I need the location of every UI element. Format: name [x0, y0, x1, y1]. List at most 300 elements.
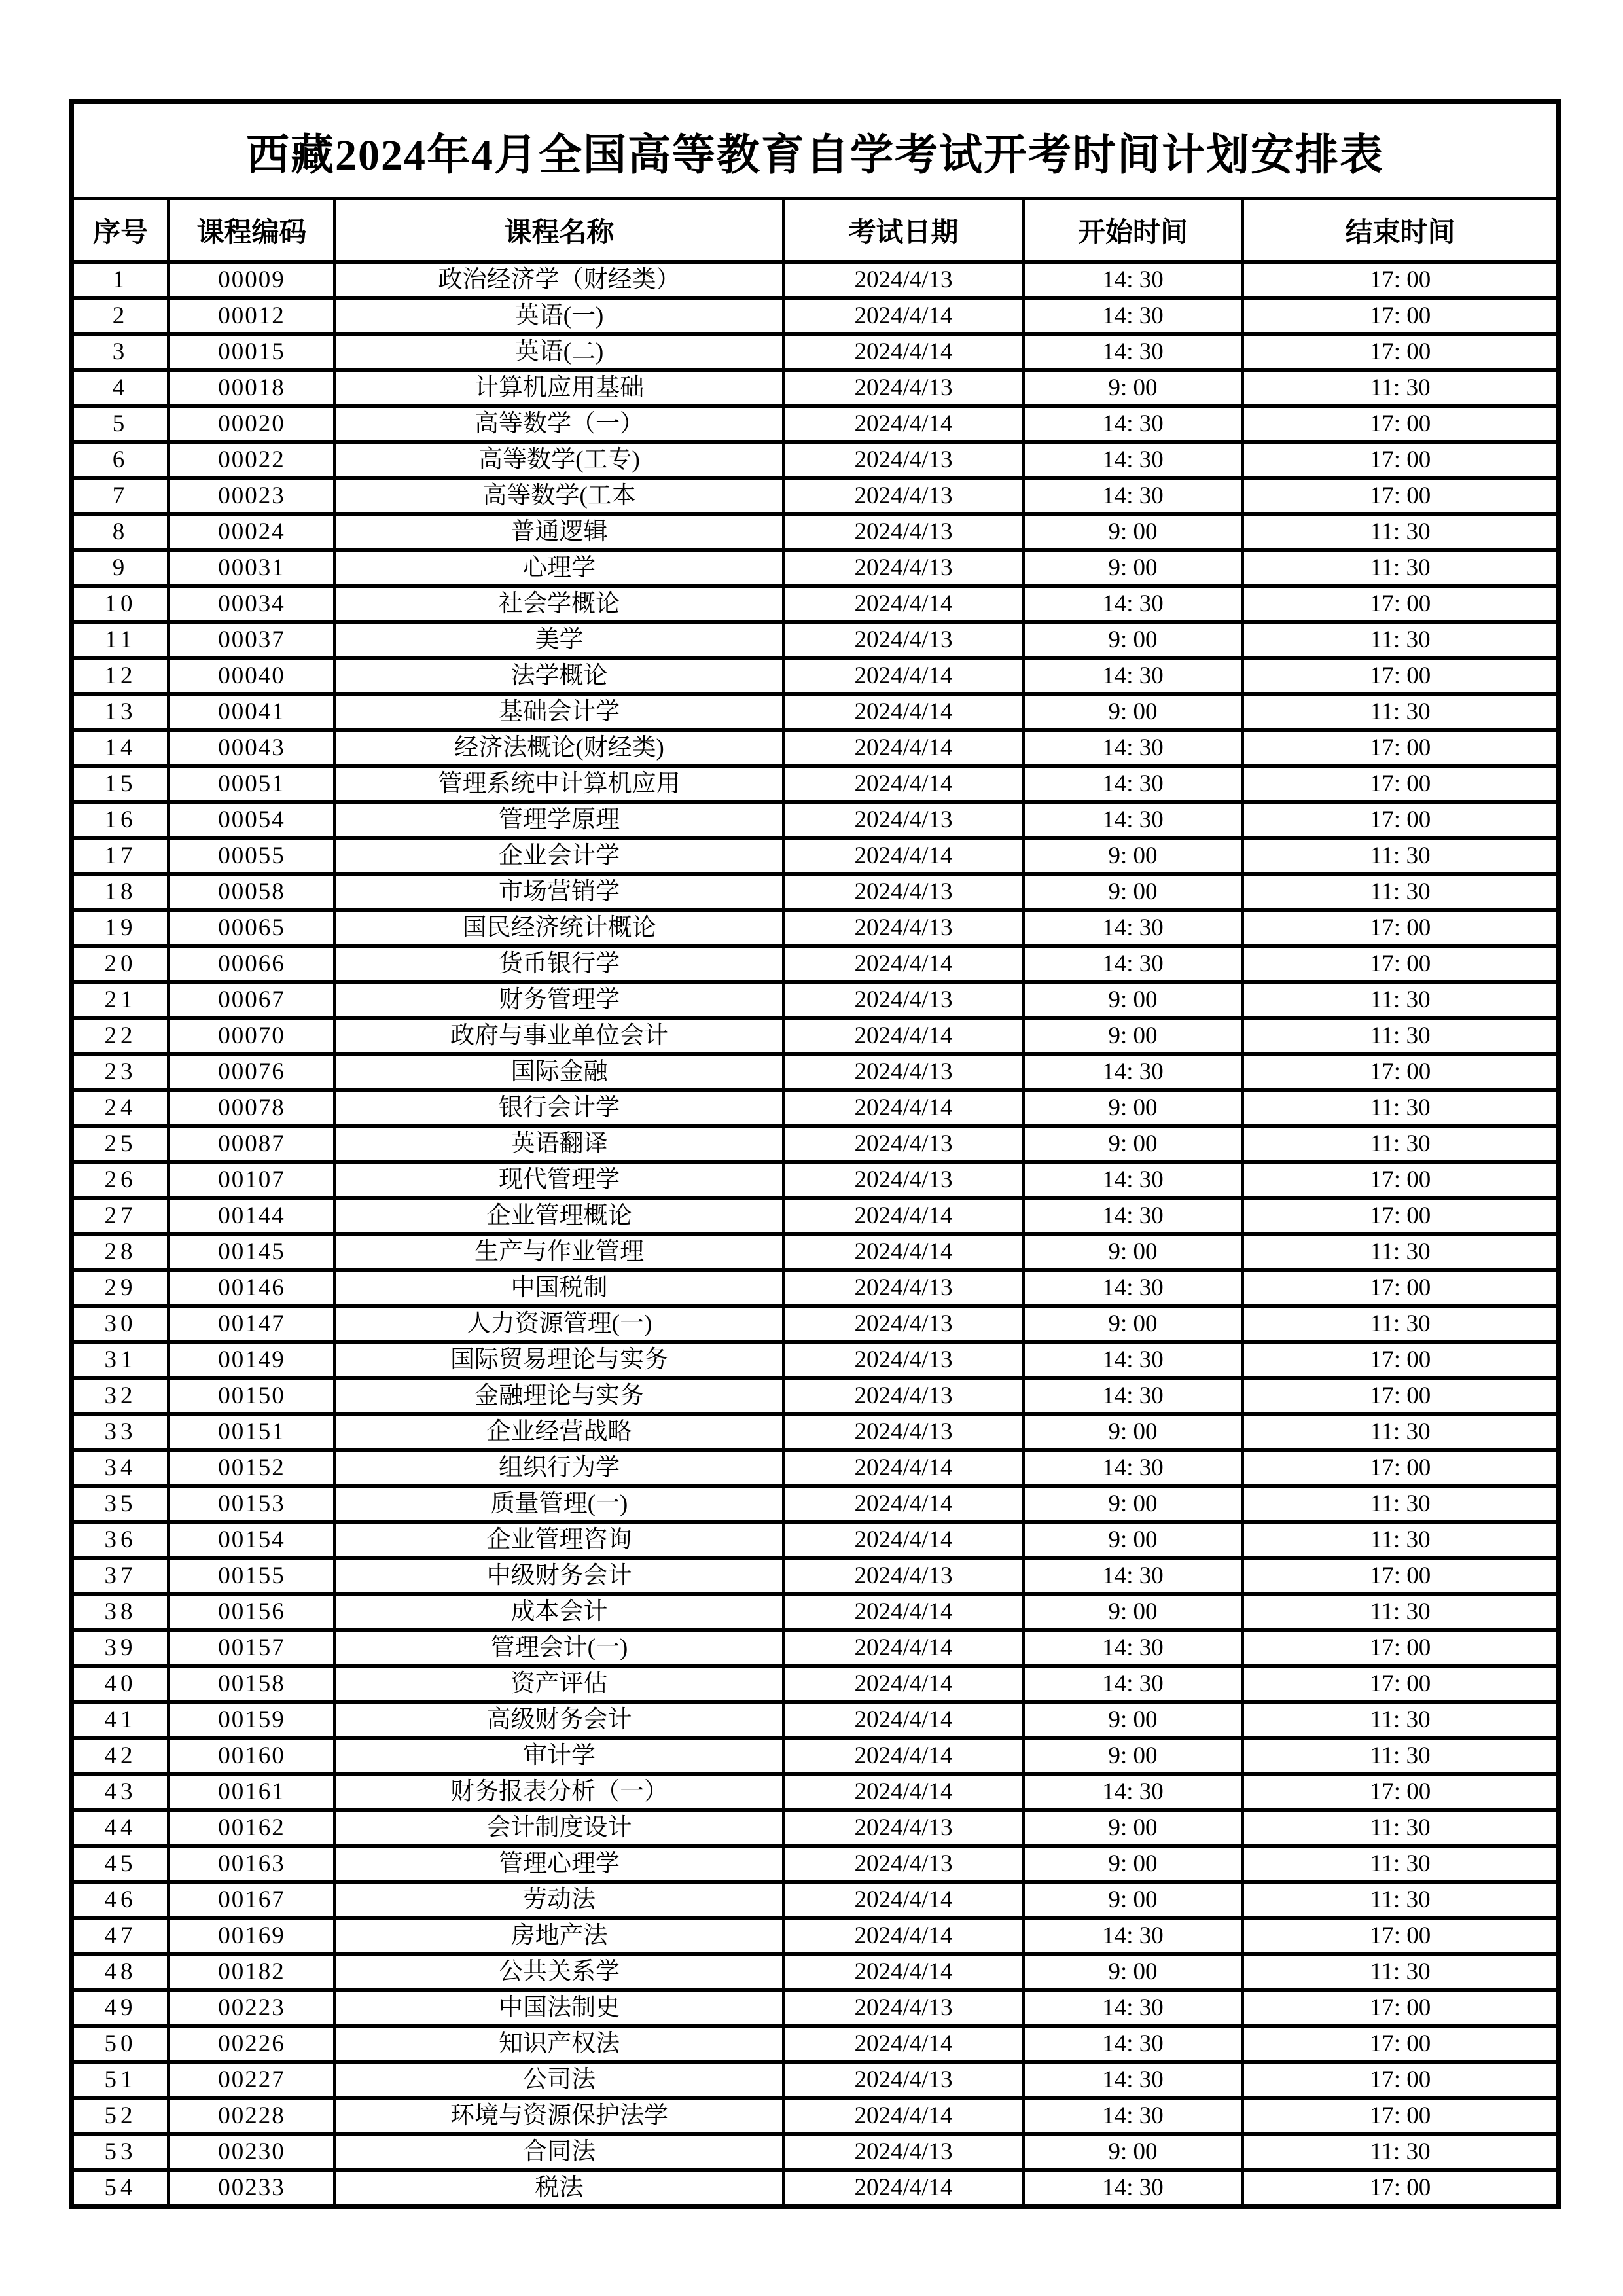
cell-exam-date: 2024/4/14: [784, 334, 1024, 370]
cell-course-name: 英语翻译: [335, 1126, 784, 1162]
cell-end-time: 17: 00: [1243, 442, 1559, 478]
column-header-date: 考试日期: [784, 199, 1024, 262]
cell-exam-date: 2024/4/13: [784, 370, 1024, 406]
cell-serial: 37: [72, 1558, 169, 1594]
table-row: [72, 1414, 1559, 1450]
cell-start-time: 14: 30: [1024, 334, 1243, 370]
cell-course-code: 00160: [169, 1738, 335, 1774]
cell-serial: 48: [72, 1954, 169, 1990]
cell-serial: 13: [72, 694, 169, 730]
cell-serial: 16: [72, 802, 169, 838]
cell-course-code: 00058: [169, 874, 335, 910]
cell-course-code: 00147: [169, 1306, 335, 1342]
cell-exam-date: 2024/4/14: [784, 1594, 1024, 1630]
cell-serial: 11: [72, 622, 169, 658]
table-row: [72, 2134, 1559, 2170]
cell-course-name: 市场营销学: [335, 874, 784, 910]
cell-end-time: 11: 30: [1243, 982, 1559, 1018]
cell-serial: 45: [72, 1846, 169, 1882]
cell-start-time: 14: 30: [1024, 802, 1243, 838]
cell-exam-date: 2024/4/14: [784, 694, 1024, 730]
cell-course-name: 政府与事业单位会计: [335, 1018, 784, 1054]
table-row: [72, 1558, 1559, 1594]
cell-course-code: 00078: [169, 1090, 335, 1126]
cell-course-code: 00034: [169, 586, 335, 622]
cell-serial: 43: [72, 1774, 169, 1810]
cell-course-name: 劳动法: [335, 1882, 784, 1918]
cell-end-time: 11: 30: [1243, 1882, 1559, 1918]
cell-serial: 26: [72, 1162, 169, 1198]
table-row: [72, 910, 1559, 946]
cell-course-name: 管理学原理: [335, 802, 784, 838]
cell-course-code: 00107: [169, 1162, 335, 1198]
cell-exam-date: 2024/4/14: [784, 1774, 1024, 1810]
table-row: [72, 1234, 1559, 1270]
cell-serial: 24: [72, 1090, 169, 1126]
cell-serial: 31: [72, 1342, 169, 1378]
cell-course-name: 普通逻辑: [335, 514, 784, 550]
cell-serial: 50: [72, 2026, 169, 2062]
cell-end-time: 17: 00: [1243, 1558, 1559, 1594]
cell-course-name: 企业管理概论: [335, 1198, 784, 1234]
cell-course-name: 心理学: [335, 550, 784, 586]
cell-course-code: 00151: [169, 1414, 335, 1450]
cell-end-time: 17: 00: [1243, 334, 1559, 370]
cell-start-time: 14: 30: [1024, 2026, 1243, 2062]
cell-course-name: 公司法: [335, 2062, 784, 2098]
cell-serial: 44: [72, 1810, 169, 1846]
table-row: [72, 1126, 1559, 1162]
cell-exam-date: 2024/4/14: [784, 1450, 1024, 1486]
cell-end-time: 11: 30: [1243, 1522, 1559, 1558]
table-row: [72, 982, 1559, 1018]
cell-serial: 52: [72, 2098, 169, 2134]
cell-course-code: 00169: [169, 1918, 335, 1954]
cell-exam-date: 2024/4/14: [784, 946, 1024, 982]
cell-course-name: 组织行为学: [335, 1450, 784, 1486]
cell-course-code: 00023: [169, 478, 335, 514]
cell-start-time: 14: 30: [1024, 2170, 1243, 2207]
cell-end-time: 11: 30: [1243, 1846, 1559, 1882]
cell-exam-date: 2024/4/13: [784, 478, 1024, 514]
cell-exam-date: 2024/4/13: [784, 2062, 1024, 2098]
column-header-name: 课程名称: [335, 199, 784, 262]
cell-course-name: 货币银行学: [335, 946, 784, 982]
cell-end-time: 17: 00: [1243, 1162, 1559, 1198]
cell-course-code: 00158: [169, 1666, 335, 1702]
table-row: [72, 1630, 1559, 1666]
cell-course-name: 经济法概论(财经类): [335, 730, 784, 766]
cell-start-time: 9: 00: [1024, 838, 1243, 874]
cell-course-name: 高等数学（一）: [335, 406, 784, 442]
cell-end-time: 11: 30: [1243, 1090, 1559, 1126]
cell-start-time: 9: 00: [1024, 1234, 1243, 1270]
cell-course-name: 企业管理咨询: [335, 1522, 784, 1558]
cell-course-name: 环境与资源保护法学: [335, 2098, 784, 2134]
table-row: [72, 478, 1559, 514]
cell-serial: 27: [72, 1198, 169, 1234]
table-row: [72, 1198, 1559, 1234]
cell-course-code: 00012: [169, 298, 335, 334]
cell-serial: 47: [72, 1918, 169, 1954]
cell-course-code: 00070: [169, 1018, 335, 1054]
cell-end-time: 17: 00: [1243, 2026, 1559, 2062]
table-row: [72, 550, 1559, 586]
cell-course-code: 00226: [169, 2026, 335, 2062]
table-row: [72, 2026, 1559, 2062]
cell-course-code: 00018: [169, 370, 335, 406]
cell-serial: 1: [72, 262, 169, 298]
cell-end-time: 11: 30: [1243, 1234, 1559, 1270]
cell-start-time: 9: 00: [1024, 1846, 1243, 1882]
cell-exam-date: 2024/4/14: [784, 1486, 1024, 1522]
cell-exam-date: 2024/4/13: [784, 802, 1024, 838]
cell-course-name: 英语(一): [335, 298, 784, 334]
cell-end-time: 11: 30: [1243, 1414, 1559, 1450]
cell-exam-date: 2024/4/14: [784, 730, 1024, 766]
cell-start-time: 9: 00: [1024, 622, 1243, 658]
cell-start-time: 14: 30: [1024, 478, 1243, 514]
cell-end-time: 11: 30: [1243, 874, 1559, 910]
cell-end-time: 17: 00: [1243, 1378, 1559, 1414]
cell-serial: 8: [72, 514, 169, 550]
cell-exam-date: 2024/4/13: [784, 442, 1024, 478]
cell-end-time: 11: 30: [1243, 1702, 1559, 1738]
cell-course-code: 00163: [169, 1846, 335, 1882]
cell-start-time: 14: 30: [1024, 1990, 1243, 2026]
cell-end-time: 11: 30: [1243, 1486, 1559, 1522]
cell-course-name: 中国法制史: [335, 1990, 784, 2026]
cell-start-time: 14: 30: [1024, 1378, 1243, 1414]
cell-serial: 5: [72, 406, 169, 442]
cell-serial: 23: [72, 1054, 169, 1090]
cell-course-name: 管理系统中计算机应用: [335, 766, 784, 802]
cell-start-time: 14: 30: [1024, 2098, 1243, 2134]
cell-serial: 21: [72, 982, 169, 1018]
cell-course-code: 00043: [169, 730, 335, 766]
cell-start-time: 9: 00: [1024, 1414, 1243, 1450]
cell-course-code: 00162: [169, 1810, 335, 1846]
cell-exam-date: 2024/4/13: [784, 1846, 1024, 1882]
table-row: [72, 1846, 1559, 1882]
cell-exam-date: 2024/4/13: [784, 1414, 1024, 1450]
cell-exam-date: 2024/4/13: [784, 1162, 1024, 1198]
cell-serial: 38: [72, 1594, 169, 1630]
cell-course-code: 00076: [169, 1054, 335, 1090]
table-row: [72, 1162, 1559, 1198]
cell-start-time: 14: 30: [1024, 658, 1243, 694]
cell-course-code: 00152: [169, 1450, 335, 1486]
cell-exam-date: 2024/4/13: [784, 622, 1024, 658]
table-row: [72, 1054, 1559, 1090]
cell-end-time: 11: 30: [1243, 1738, 1559, 1774]
cell-serial: 29: [72, 1270, 169, 1306]
cell-course-name: 人力资源管理(一): [335, 1306, 784, 1342]
cell-serial: 46: [72, 1882, 169, 1918]
table-row: [72, 2170, 1559, 2207]
cell-course-name: 政治经济学（财经类）: [335, 262, 784, 298]
cell-course-code: 00228: [169, 2098, 335, 2134]
cell-exam-date: 2024/4/14: [784, 1918, 1024, 1954]
cell-serial: 3: [72, 334, 169, 370]
cell-exam-date: 2024/4/13: [784, 550, 1024, 586]
cell-start-time: 9: 00: [1024, 1486, 1243, 1522]
cell-start-time: 14: 30: [1024, 1450, 1243, 1486]
cell-start-time: 14: 30: [1024, 1666, 1243, 1702]
cell-exam-date: 2024/4/13: [784, 1990, 1024, 2026]
cell-course-name: 中级财务会计: [335, 1558, 784, 1594]
cell-course-code: 00067: [169, 982, 335, 1018]
cell-start-time: 14: 30: [1024, 1270, 1243, 1306]
cell-course-code: 00167: [169, 1882, 335, 1918]
exam-schedule-table: [69, 99, 1561, 2209]
cell-course-code: 00065: [169, 910, 335, 946]
cell-start-time: 14: 30: [1024, 1558, 1243, 1594]
cell-serial: 25: [72, 1126, 169, 1162]
column-header-start-time: 开始时间: [1024, 199, 1243, 262]
cell-end-time: 11: 30: [1243, 2134, 1559, 2170]
cell-start-time: 14: 30: [1024, 1162, 1243, 1198]
cell-exam-date: 2024/4/14: [784, 1666, 1024, 1702]
cell-course-code: 00153: [169, 1486, 335, 1522]
cell-start-time: 14: 30: [1024, 2062, 1243, 2098]
table-row: [72, 730, 1559, 766]
cell-end-time: 11: 30: [1243, 1594, 1559, 1630]
table-row: [72, 1774, 1559, 1810]
table-row: [72, 1810, 1559, 1846]
cell-course-code: 00159: [169, 1702, 335, 1738]
cell-end-time: 17: 00: [1243, 2170, 1559, 2207]
cell-exam-date: 2024/4/13: [784, 2134, 1024, 2170]
document-page: [69, 99, 1556, 2209]
cell-end-time: 17: 00: [1243, 658, 1559, 694]
cell-serial: 39: [72, 1630, 169, 1666]
cell-course-code: 00182: [169, 1954, 335, 1990]
cell-exam-date: 2024/4/14: [784, 1702, 1024, 1738]
table-row: [72, 1090, 1559, 1126]
cell-start-time: 14: 30: [1024, 1918, 1243, 1954]
cell-exam-date: 2024/4/14: [784, 1882, 1024, 1918]
cell-course-code: 00156: [169, 1594, 335, 1630]
cell-course-name: 管理心理学: [335, 1846, 784, 1882]
cell-serial: 49: [72, 1990, 169, 2026]
table-row: [72, 1918, 1559, 1954]
cell-exam-date: 2024/4/13: [784, 910, 1024, 946]
cell-course-name: 质量管理(一): [335, 1486, 784, 1522]
table-row: [72, 1738, 1559, 1774]
header-row: [72, 199, 1559, 262]
cell-start-time: 9: 00: [1024, 1810, 1243, 1846]
cell-end-time: 17: 00: [1243, 946, 1559, 982]
cell-start-time: 9: 00: [1024, 1126, 1243, 1162]
table-row: [72, 442, 1559, 478]
cell-course-name: 审计学: [335, 1738, 784, 1774]
table-row: [72, 766, 1559, 802]
cell-start-time: 9: 00: [1024, 1018, 1243, 1054]
cell-exam-date: 2024/4/14: [784, 2170, 1024, 2207]
cell-start-time: 9: 00: [1024, 1702, 1243, 1738]
table-row: [72, 262, 1559, 298]
cell-course-code: 00230: [169, 2134, 335, 2170]
cell-exam-date: 2024/4/14: [784, 1522, 1024, 1558]
cell-end-time: 17: 00: [1243, 406, 1559, 442]
cell-exam-date: 2024/4/14: [784, 658, 1024, 694]
cell-start-time: 14: 30: [1024, 298, 1243, 334]
cell-serial: 34: [72, 1450, 169, 1486]
cell-course-name: 管理会计(一): [335, 1630, 784, 1666]
cell-course-code: 00037: [169, 622, 335, 658]
cell-serial: 18: [72, 874, 169, 910]
cell-course-name: 会计制度设计: [335, 1810, 784, 1846]
cell-serial: 33: [72, 1414, 169, 1450]
cell-end-time: 17: 00: [1243, 1054, 1559, 1090]
table-row: [72, 2062, 1559, 2098]
cell-exam-date: 2024/4/13: [784, 1810, 1024, 1846]
table-row: [72, 1882, 1559, 1918]
cell-end-time: 17: 00: [1243, 1198, 1559, 1234]
cell-exam-date: 2024/4/14: [784, 406, 1024, 442]
cell-end-time: 17: 00: [1243, 766, 1559, 802]
cell-start-time: 14: 30: [1024, 766, 1243, 802]
column-header-seq: 序号: [72, 199, 169, 262]
cell-serial: 6: [72, 442, 169, 478]
cell-exam-date: 2024/4/14: [784, 2026, 1024, 2062]
cell-end-time: 17: 00: [1243, 1774, 1559, 1810]
cell-start-time: 14: 30: [1024, 586, 1243, 622]
table-row: [72, 334, 1559, 370]
cell-start-time: 14: 30: [1024, 1054, 1243, 1090]
table-row: [72, 1270, 1559, 1306]
cell-start-time: 14: 30: [1024, 946, 1243, 982]
cell-course-name: 法学概论: [335, 658, 784, 694]
cell-start-time: 14: 30: [1024, 910, 1243, 946]
cell-serial: 54: [72, 2170, 169, 2207]
cell-end-time: 11: 30: [1243, 1954, 1559, 1990]
cell-start-time: 9: 00: [1024, 874, 1243, 910]
column-header-code: 课程编码: [169, 199, 335, 262]
page-title: 西藏2024年4月全国高等教育自学考试开考时间计划安排表: [72, 102, 1559, 199]
cell-course-code: 00150: [169, 1378, 335, 1414]
table-row: [72, 370, 1559, 406]
cell-end-time: 17: 00: [1243, 1666, 1559, 1702]
title-row: [72, 102, 1559, 199]
cell-exam-date: 2024/4/14: [784, 2098, 1024, 2134]
cell-serial: 2: [72, 298, 169, 334]
cell-course-name: 国际贸易理论与实务: [335, 1342, 784, 1378]
cell-exam-date: 2024/4/14: [784, 298, 1024, 334]
cell-exam-date: 2024/4/13: [784, 1270, 1024, 1306]
cell-start-time: 9: 00: [1024, 1594, 1243, 1630]
table-row: [72, 2098, 1559, 2134]
cell-course-name: 银行会计学: [335, 1090, 784, 1126]
table-row: [72, 802, 1559, 838]
cell-course-code: 00154: [169, 1522, 335, 1558]
cell-course-name: 高级财务会计: [335, 1702, 784, 1738]
cell-course-code: 00066: [169, 946, 335, 982]
cell-serial: 9: [72, 550, 169, 586]
cell-serial: 12: [72, 658, 169, 694]
cell-course-code: 00024: [169, 514, 335, 550]
cell-course-code: 00087: [169, 1126, 335, 1162]
cell-end-time: 17: 00: [1243, 1450, 1559, 1486]
cell-exam-date: 2024/4/14: [784, 586, 1024, 622]
table-row: [72, 1486, 1559, 1522]
cell-exam-date: 2024/4/13: [784, 1558, 1024, 1594]
cell-start-time: 14: 30: [1024, 442, 1243, 478]
cell-exam-date: 2024/4/13: [784, 1306, 1024, 1342]
cell-end-time: 17: 00: [1243, 586, 1559, 622]
cell-start-time: 9: 00: [1024, 1090, 1243, 1126]
cell-serial: 19: [72, 910, 169, 946]
cell-exam-date: 2024/4/14: [784, 1090, 1024, 1126]
table-row: [72, 874, 1559, 910]
cell-end-time: 11: 30: [1243, 1810, 1559, 1846]
cell-serial: 20: [72, 946, 169, 982]
cell-end-time: 11: 30: [1243, 1126, 1559, 1162]
cell-start-time: 14: 30: [1024, 262, 1243, 298]
cell-start-time: 14: 30: [1024, 1774, 1243, 1810]
cell-end-time: 17: 00: [1243, 730, 1559, 766]
cell-end-time: 17: 00: [1243, 478, 1559, 514]
table-row: [72, 1666, 1559, 1702]
cell-serial: 53: [72, 2134, 169, 2170]
cell-course-name: 高等数学(工专): [335, 442, 784, 478]
table-row: [72, 658, 1559, 694]
table-row: [72, 838, 1559, 874]
cell-course-name: 现代管理学: [335, 1162, 784, 1198]
cell-exam-date: 2024/4/13: [784, 1342, 1024, 1378]
cell-exam-date: 2024/4/13: [784, 1378, 1024, 1414]
cell-course-name: 中国税制: [335, 1270, 784, 1306]
cell-serial: 51: [72, 2062, 169, 2098]
cell-course-code: 00031: [169, 550, 335, 586]
cell-end-time: 17: 00: [1243, 1270, 1559, 1306]
cell-end-time: 11: 30: [1243, 694, 1559, 730]
cell-course-code: 00145: [169, 1234, 335, 1270]
table-row: [72, 1954, 1559, 1990]
cell-course-code: 00015: [169, 334, 335, 370]
table-row: [72, 1990, 1559, 2026]
column-header-end-time: 结束时间: [1243, 199, 1559, 262]
cell-start-time: 14: 30: [1024, 1342, 1243, 1378]
cell-start-time: 9: 00: [1024, 1954, 1243, 1990]
cell-serial: 7: [72, 478, 169, 514]
cell-exam-date: 2024/4/13: [784, 514, 1024, 550]
cell-exam-date: 2024/4/13: [784, 982, 1024, 1018]
cell-course-name: 美学: [335, 622, 784, 658]
cell-course-code: 00227: [169, 2062, 335, 2098]
cell-course-code: 00009: [169, 262, 335, 298]
cell-serial: 30: [72, 1306, 169, 1342]
cell-course-code: 00040: [169, 658, 335, 694]
cell-course-code: 00041: [169, 694, 335, 730]
cell-course-code: 00051: [169, 766, 335, 802]
table-row: [72, 1594, 1559, 1630]
cell-start-time: 9: 00: [1024, 514, 1243, 550]
cell-start-time: 9: 00: [1024, 982, 1243, 1018]
cell-course-code: 00054: [169, 802, 335, 838]
table-row: [72, 586, 1559, 622]
cell-course-code: 00055: [169, 838, 335, 874]
cell-course-name: 成本会计: [335, 1594, 784, 1630]
cell-end-time: 11: 30: [1243, 550, 1559, 586]
cell-course-name: 生产与作业管理: [335, 1234, 784, 1270]
cell-serial: 35: [72, 1486, 169, 1522]
cell-serial: 32: [72, 1378, 169, 1414]
cell-start-time: 9: 00: [1024, 370, 1243, 406]
cell-exam-date: 2024/4/13: [784, 1126, 1024, 1162]
cell-end-time: 11: 30: [1243, 1018, 1559, 1054]
